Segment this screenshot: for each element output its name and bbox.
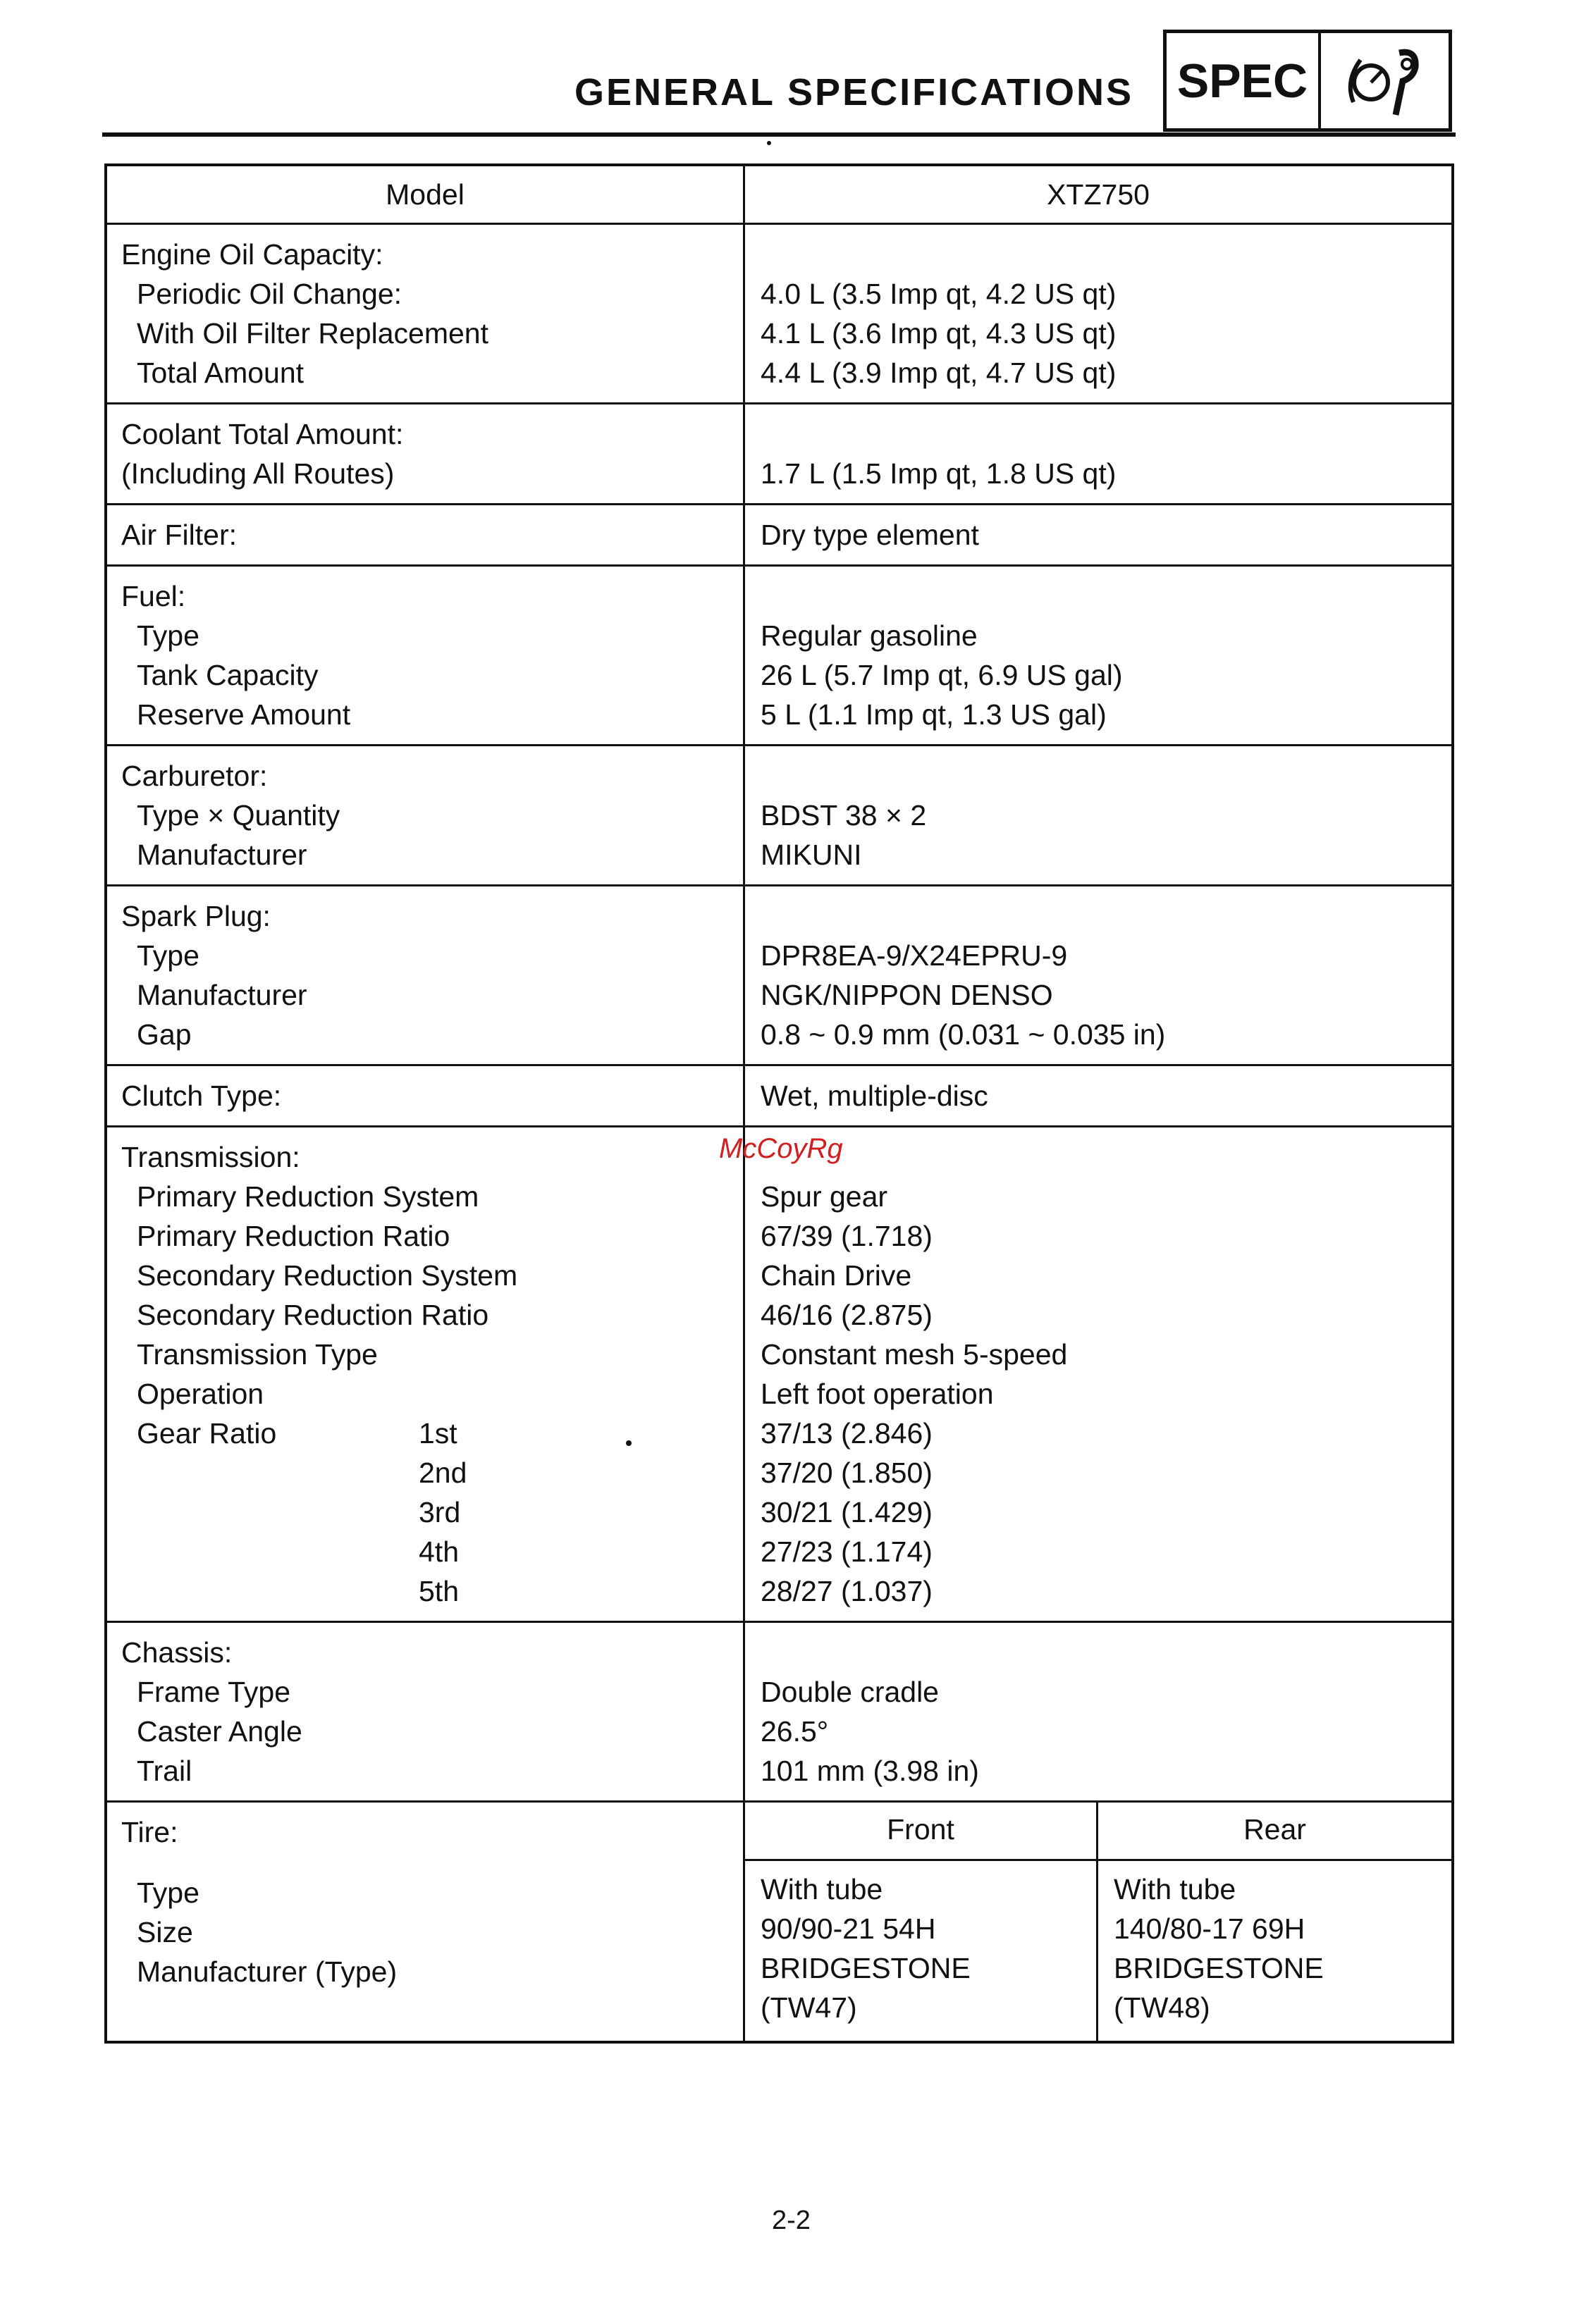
section-fuel — [107, 564, 1451, 744]
row-value: (TW48) — [1114, 1991, 1210, 2024]
row-value: BRIDGESTONE — [761, 1951, 971, 1984]
gear-number: 3rd — [419, 1496, 461, 1528]
row-label: Primary Reduction Ratio — [137, 1220, 450, 1252]
row-label: Type — [137, 619, 199, 652]
row-value: 26 L (5.7 Imp qt, 6.9 US gal) — [761, 659, 1123, 691]
gear-value: 28/27 (1.037) — [761, 1575, 933, 1607]
row-value: Spur gear — [761, 1180, 888, 1213]
row-label: Reserve Amount — [137, 698, 351, 731]
section-title: Tire: — [121, 1816, 178, 1848]
header-model: Model — [386, 178, 465, 211]
row-value: 1.7 L (1.5 Imp qt, 1.8 US qt) — [761, 457, 1117, 490]
row-label: Periodic Oil Change: — [137, 278, 402, 310]
page-number: 2-2 — [772, 2206, 811, 2235]
gear-value: 37/13 (2.846) — [761, 1417, 933, 1450]
row-label: Secondary Reduction System — [137, 1259, 518, 1292]
gear-number: 1st — [419, 1417, 457, 1450]
row-label: Type — [137, 939, 199, 972]
row-label: Primary Reduction System — [137, 1180, 479, 1213]
row-value: Left foot operation — [761, 1378, 994, 1410]
watermark: McCoyRg — [719, 1133, 843, 1164]
tire-rear-values — [1098, 1861, 1451, 2041]
row-value: Chain Drive — [761, 1259, 912, 1292]
row-label: With Oil Filter Replacement — [137, 317, 488, 350]
gauge-wrench-icon — [1321, 33, 1449, 128]
row-label: (Including All Routes) — [121, 457, 395, 490]
row-label: Tank Capacity — [137, 659, 319, 691]
section-transmission — [107, 1125, 1451, 1621]
speck — [626, 1440, 632, 1446]
gear-number: 5th — [419, 1575, 459, 1607]
row-value: With tube — [761, 1872, 883, 1905]
row-value: 140/80-17 69H — [1114, 1912, 1305, 1945]
tire-front-values — [745, 1861, 1098, 2041]
section-title: Clutch Type: — [121, 1080, 282, 1112]
row-value: 101 mm (3.98 in) — [761, 1755, 979, 1787]
tire-front-header: Front — [887, 1813, 954, 1846]
section-title: Carburetor: — [121, 760, 268, 792]
row-value: Constant mesh 5-speed — [761, 1338, 1068, 1371]
row-value: 67/39 (1.718) — [761, 1220, 933, 1252]
row-label: Manufacturer — [137, 839, 307, 871]
section-title: Spark Plug: — [121, 900, 271, 932]
gear-ratio-row — [121, 1414, 736, 1453]
row-value: DPR8EA-9/X24EPRU-9 — [761, 939, 1068, 972]
section-chassis — [107, 1621, 1451, 1800]
gear-ratio-label: Gear Ratio — [137, 1417, 277, 1450]
table-header-row — [107, 166, 1451, 223]
row-value: BDST 38 × 2 — [761, 799, 927, 832]
row-label: Manufacturer — [137, 979, 307, 1011]
row-label: Secondary Reduction Ratio — [137, 1299, 489, 1331]
gear-value: 37/20 (1.850) — [761, 1457, 933, 1489]
row-value: (TW47) — [761, 1991, 857, 2024]
row-value: BRIDGESTONE — [1114, 1951, 1324, 1984]
gear-number: 4th — [419, 1535, 459, 1568]
section-tire — [107, 1800, 1451, 2041]
row-label: Operation — [137, 1378, 264, 1410]
section-title: Engine Oil Capacity: — [121, 238, 383, 271]
row-label: Frame Type — [137, 1676, 290, 1708]
row-label: Trail — [137, 1755, 192, 1787]
row-value: MIKUNI — [761, 839, 862, 871]
gear-value: 30/21 (1.429) — [761, 1496, 933, 1528]
row-value: 4.0 L (3.5 Imp qt, 4.2 US qt) — [761, 278, 1117, 310]
row-label: Type × Quantity — [137, 799, 340, 832]
header-rule — [102, 132, 1456, 137]
tire-rear-header: Rear — [1243, 1813, 1306, 1846]
row-label: Gap — [137, 1018, 192, 1051]
row-value: 4.4 L (3.9 Imp qt, 4.7 US qt) — [761, 357, 1117, 389]
spec-table — [104, 163, 1454, 2044]
section-title: Transmission: — [121, 1141, 300, 1173]
row-label: Transmission Type — [137, 1338, 378, 1371]
row-value: Regular gasoline — [761, 619, 978, 652]
row-label: Size — [137, 1916, 193, 1948]
gear-number: 2nd — [419, 1457, 467, 1489]
row-value: Double cradle — [761, 1676, 939, 1708]
section-title: Air Filter: — [121, 519, 237, 551]
section-spark-plug — [107, 884, 1451, 1064]
row-value: 4.1 L (3.6 Imp qt, 4.3 US qt) — [761, 317, 1117, 350]
row-value: 5 L (1.1 Imp qt, 1.3 US gal) — [761, 698, 1107, 731]
section-coolant — [107, 402, 1451, 503]
row-value: With tube — [1114, 1872, 1236, 1905]
row-label: Caster Angle — [137, 1715, 302, 1748]
row-label: Total Amount — [137, 357, 305, 389]
row-value: 90/90-21 54H — [761, 1912, 936, 1945]
row-value: 26.5° — [761, 1715, 829, 1748]
row-value: NGK/NIPPON DENSO — [761, 979, 1053, 1011]
row-value: 46/16 (2.875) — [761, 1299, 933, 1331]
section-title: Fuel: — [121, 580, 186, 612]
section-carburetor — [107, 744, 1451, 884]
section-title: Chassis: — [121, 1636, 233, 1669]
section-title: Coolant Total Amount: — [121, 418, 404, 450]
gear-value: 27/23 (1.174) — [761, 1535, 933, 1568]
section-clutch — [107, 1064, 1451, 1125]
speck — [767, 141, 771, 145]
page-title: GENERAL SPECIFICATIONS — [574, 71, 1134, 113]
spec-badge-label: SPEC — [1167, 33, 1321, 128]
row-value: 0.8 ~ 0.9 mm (0.031 ~ 0.035 in) — [761, 1018, 1166, 1051]
row-label: Type — [137, 1877, 199, 1909]
row-value: Dry type element — [761, 519, 979, 551]
section-engine-oil — [107, 223, 1451, 402]
header-model-value: XTZ750 — [1047, 178, 1150, 211]
row-value: Wet, multiple-disc — [761, 1080, 988, 1112]
spec-badge — [1163, 30, 1452, 132]
section-air-filter — [107, 503, 1451, 564]
row-label: Manufacturer (Type) — [137, 1955, 398, 1988]
